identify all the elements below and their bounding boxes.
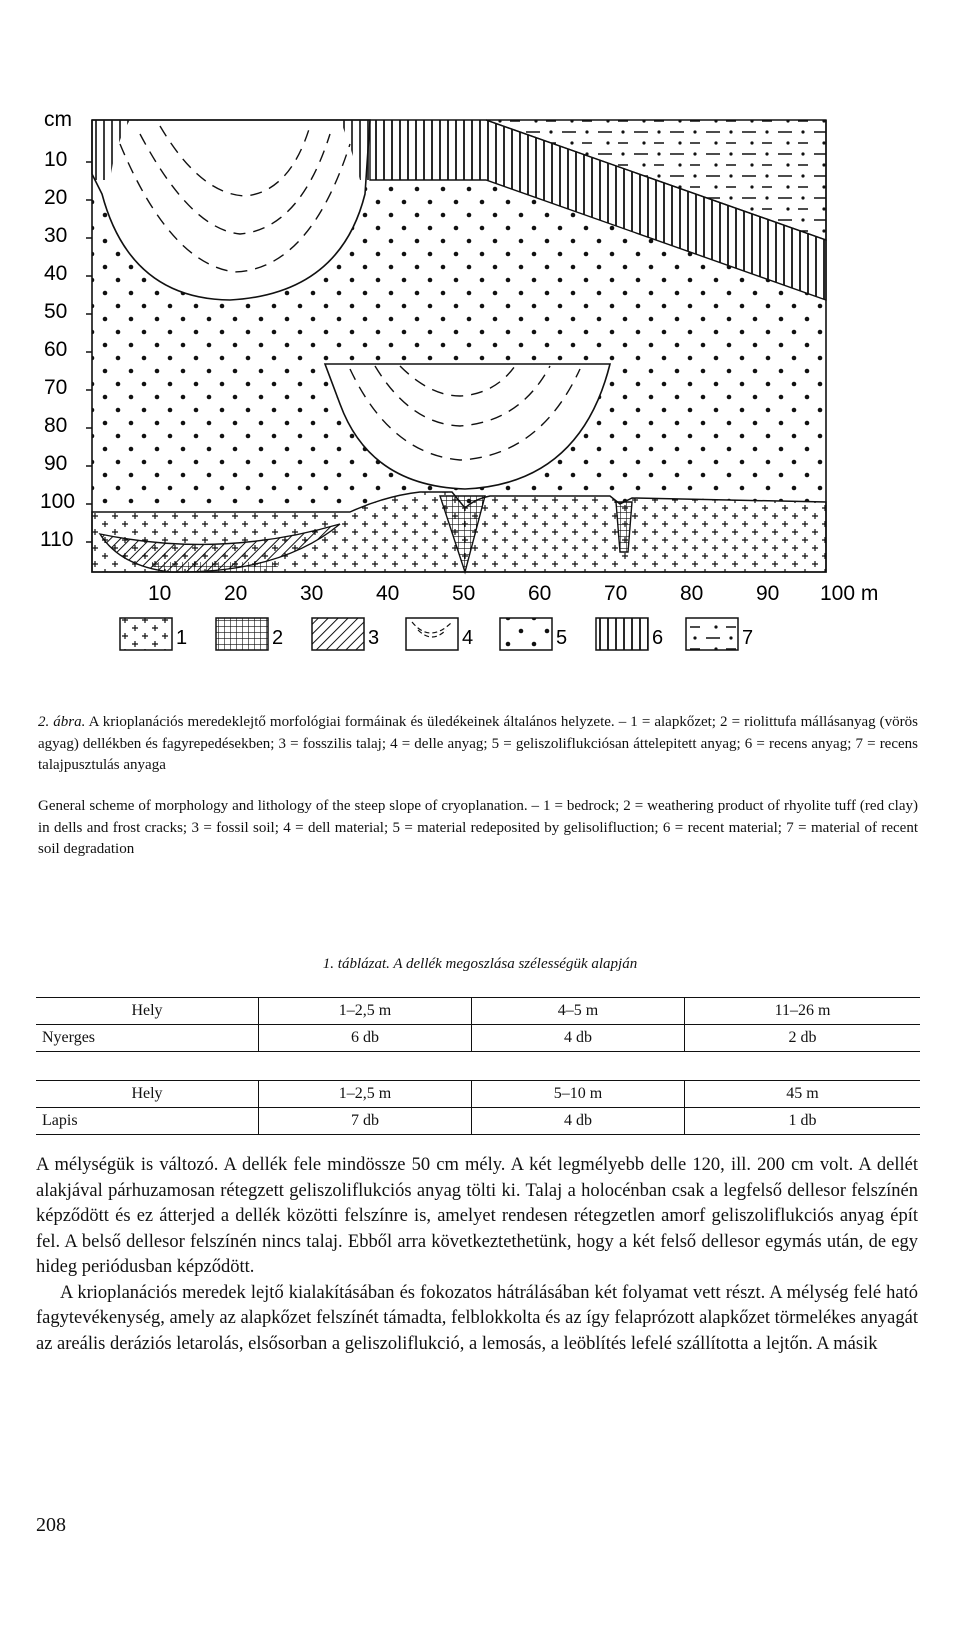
svg-text:4: 4: [462, 627, 474, 649]
table-row: [36, 1108, 920, 1135]
figure-caption-hungarian: [38, 712, 918, 777]
table-row: [36, 1025, 920, 1052]
table-header-cell: Hely: [36, 998, 259, 1025]
svg-text:100 m: 100 m: [820, 582, 879, 605]
table-cell: 7 db: [259, 1108, 472, 1135]
paragraph: A krioplanációs meredek lejtő kialakításában és fokozatos hátrálásában két folyamat vett részt. A mélység felé ható fagytevékenység, amely az alapkőzet felszínét támadta, felblokkolta és az így felaprózott alapkőzet törmelékes anyagát az areális deráziós letarolás, elsősorban a geliszoliflukció, a lemosás, a leöblítés lefelé szállította a lejtőn. A másik: [36, 1282, 918, 1354]
svg-text:cm: cm: [44, 108, 72, 131]
svg-text:80: 80: [44, 414, 68, 437]
body-text: [36, 1153, 918, 1357]
table-header-cell: Hely: [36, 1081, 259, 1108]
figure-label: 2. ábra.: [38, 714, 86, 730]
table-cell: 1 db: [685, 1108, 921, 1135]
table-cell: Nyerges: [36, 1025, 259, 1052]
svg-text:2: 2: [272, 627, 284, 649]
table-header-row: [36, 998, 920, 1025]
cross-section-figure: [20, 104, 920, 694]
svg-text:70: 70: [604, 582, 628, 605]
svg-text:1: 1: [176, 627, 188, 649]
x-axis: [148, 582, 878, 605]
table-header-cell: 45 m: [685, 1081, 921, 1108]
table-cell: 6 db: [259, 1025, 472, 1052]
table-nyerges: [36, 997, 920, 1052]
svg-text:20: 20: [224, 582, 248, 605]
table-cell: 2 db: [685, 1025, 921, 1052]
table-cell: Lapis: [36, 1108, 259, 1135]
svg-text:60: 60: [44, 338, 68, 361]
table-title: 1. táblázat. A dellék megoszlása szélességük alapján: [322, 956, 638, 972]
svg-text:90: 90: [44, 452, 68, 475]
svg-text:5: 5: [556, 627, 568, 649]
svg-text:10: 10: [44, 148, 68, 171]
table-header-row: [36, 1081, 920, 1108]
y-axis: [40, 108, 92, 551]
caption-text: A krioplanációs meredeklejtő morfológiai formáinak és üledékeinek általános helyzete. – 1 = alapkőzet; 2 = riolittufa mállásanyag (vörös agyag) dellékben és fagyrepedésekben; 3 = fosszilis talaj; 4 = delle anyag; 5 = geliszoliflukciósan áttelepitett anyag; 6 = recens anyag; 7 = recens talajpusztulás anyaga: [38, 714, 918, 773]
figure-caption-english: General scheme of morphology and lithology of the steep slope of cryoplanation. – 1 = bedrock; 2 = weathering product of rhyolite tuff (red clay) in dells and frost cracks; 3 = fossil soil; 4 = dell material; 5 = material redeposited by gelisolifluction; 6 = recent material; 7 = material of recent soil degradation: [38, 798, 918, 857]
figure-legend: [120, 618, 753, 650]
svg-text:50: 50: [44, 300, 68, 323]
table-cell: 4 db: [472, 1108, 685, 1135]
table-header-cell: 1–2,5 m: [259, 1081, 472, 1108]
svg-text:6: 6: [652, 627, 664, 649]
svg-text:3: 3: [368, 627, 380, 649]
table-header-cell: 1–2,5 m: [259, 998, 472, 1025]
table-lapis: [36, 1080, 920, 1135]
svg-text:100: 100: [40, 490, 76, 513]
table-cell: 4 db: [472, 1025, 685, 1052]
svg-text:60: 60: [528, 582, 552, 605]
svg-text:7: 7: [742, 627, 754, 649]
paragraph: A mélységük is változó. A dellék fele mindössze 50 cm mély. A két legmélyebb delle 120, ill. 200 cm volt. A dellét alakjával párhuzamosan rétegzett geliszoliflukciós anyag tölti ki. Talaj a holocénban csak a legfelső dellesor felszínén képződött és ez átterjed a dellék közötti felszínre is, amelyet rendesen rétegzetlen amorf geliszoliflukciós anyag épít fel. A belső dellesor felszínén nincs talaj. Ebből arra következtethetünk, hogy a két felső dellesor egymás után, de egy hideg periódusban képződött.: [36, 1155, 918, 1277]
table-header-cell: 11–26 m: [685, 998, 921, 1025]
table-header-cell: 4–5 m: [472, 998, 685, 1025]
svg-text:70: 70: [44, 376, 68, 399]
svg-text:90: 90: [756, 582, 780, 605]
svg-text:20: 20: [44, 186, 68, 209]
svg-text:80: 80: [680, 582, 704, 605]
svg-text:10: 10: [148, 582, 172, 605]
svg-text:40: 40: [44, 262, 68, 285]
page-number: 208: [36, 1514, 66, 1536]
svg-text:30: 30: [300, 582, 324, 605]
svg-text:50: 50: [452, 582, 476, 605]
svg-text:30: 30: [44, 224, 68, 247]
table-header-cell: 5–10 m: [472, 1081, 685, 1108]
svg-text:40: 40: [376, 582, 400, 605]
svg-text:110: 110: [40, 528, 74, 551]
